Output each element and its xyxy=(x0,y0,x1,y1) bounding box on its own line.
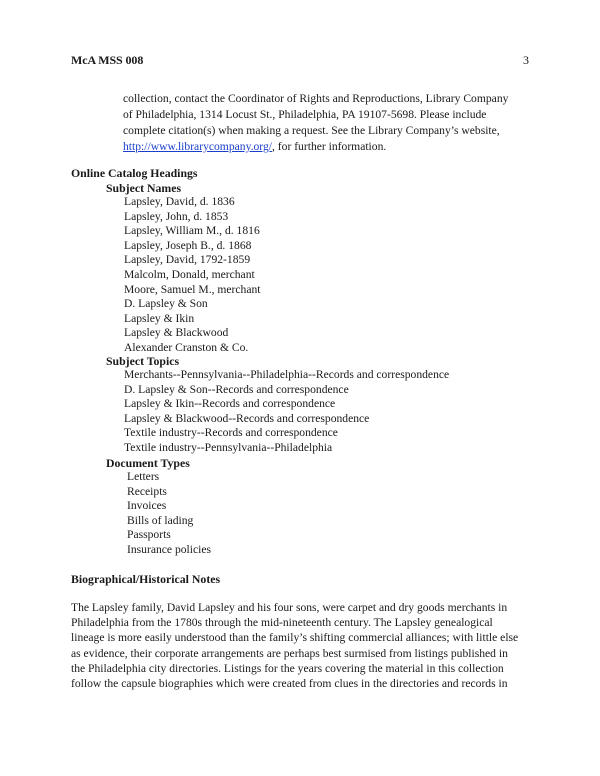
list-item: Lapsley & Ikin xyxy=(124,311,195,325)
list-item: Merchants--Pennsylvania--Philadelphia--Records and correspondence xyxy=(124,368,450,381)
paragraph-line: complete citation(s) when making a request. See the Library Company’s website, xyxy=(123,124,500,137)
list-item: Lapsley, David, 1792-1859 xyxy=(124,253,251,267)
access-paragraph xyxy=(123,91,543,155)
list-item: D. Lapsley & Son--Records and correspondence xyxy=(124,382,349,396)
online-catalog-headings-title: Online Catalog Headings xyxy=(71,166,198,180)
paragraph-line: Philadelphia from the 1780s through the mid-nineteenth century. The Lapsley genealogical xyxy=(71,616,493,630)
list-item: Lapsley, David, d. 1836 xyxy=(124,195,235,208)
paragraph-line: lineage is more easily understood than the family’s shifting commercial alliances; with little else xyxy=(71,631,519,645)
list-item: Lapsley, Joseph B., d. 1868 xyxy=(124,238,252,252)
biographical-notes-title: Biographical/Historical Notes xyxy=(71,572,221,586)
list-item: Passports xyxy=(127,528,171,542)
list-item: Insurance policies xyxy=(127,542,212,556)
paragraph-line: follow the capsule biographies which were created from clues in the directories and records in xyxy=(71,677,508,691)
subject-topics-heading: Subject Topics xyxy=(106,354,180,368)
list-item: Lapsley, John, d. 1853 xyxy=(124,209,229,223)
collection-id-header: McA MSS 008 xyxy=(71,53,144,67)
list-item: Textile industry--Records and correspondence xyxy=(124,426,338,440)
library-company-website-link[interactable]: http://www.librarycompany.org/ xyxy=(123,140,272,153)
paragraph-line: as evidence, their corporate arrangements are perhaps best surmised from listings published in xyxy=(71,646,508,660)
list-item: Lapsley, William M., d. 1816 xyxy=(124,224,260,238)
list-item: Bills of lading xyxy=(127,513,194,527)
list-item: Alexander Cranston & Co. xyxy=(124,340,249,354)
paragraph-line: collection, contact the Coordinator of Rights and Reproductions, Library Company xyxy=(123,92,509,105)
list-item: Lapsley & Blackwood xyxy=(124,326,229,340)
list-item: Malcolm, Donald, merchant xyxy=(124,267,255,281)
list-item: Letters xyxy=(127,470,160,483)
paragraph-line: of Philadelphia, 1314 Locust St., Philadelphia, PA 19107-5698. Please include xyxy=(123,108,487,121)
list-item: Invoices xyxy=(127,499,167,513)
list-item: Receipts xyxy=(127,484,167,498)
biographical-paragraph xyxy=(71,600,541,691)
document-types-heading: Document Types xyxy=(106,456,190,470)
subject-names-list xyxy=(124,195,261,356)
paragraph-line: The Lapsley family, David Lapsley and his four sons, were carpet and dry goods merchants in xyxy=(71,601,508,614)
list-item: D. Lapsley & Son xyxy=(124,297,208,311)
subject-names-heading: Subject Names xyxy=(106,181,182,195)
list-item: Textile industry--Pennsylvania--Philadelphia xyxy=(124,440,333,454)
paragraph-line: the Philadelphia city directories. Listings for the years covering the material in this collection xyxy=(71,661,504,675)
list-item: Lapsley & Ikin--Records and correspondence xyxy=(124,397,336,411)
link-suffix-text: , for further information. xyxy=(271,140,387,153)
subject-topics-list xyxy=(124,368,449,456)
paragraph-line xyxy=(123,139,543,155)
page-number: 3 xyxy=(523,53,529,67)
list-item: Moore, Samuel M., merchant xyxy=(124,282,261,296)
document-types-list xyxy=(127,470,211,558)
list-item: Lapsley & Blackwood--Records and correspondence xyxy=(124,411,370,425)
